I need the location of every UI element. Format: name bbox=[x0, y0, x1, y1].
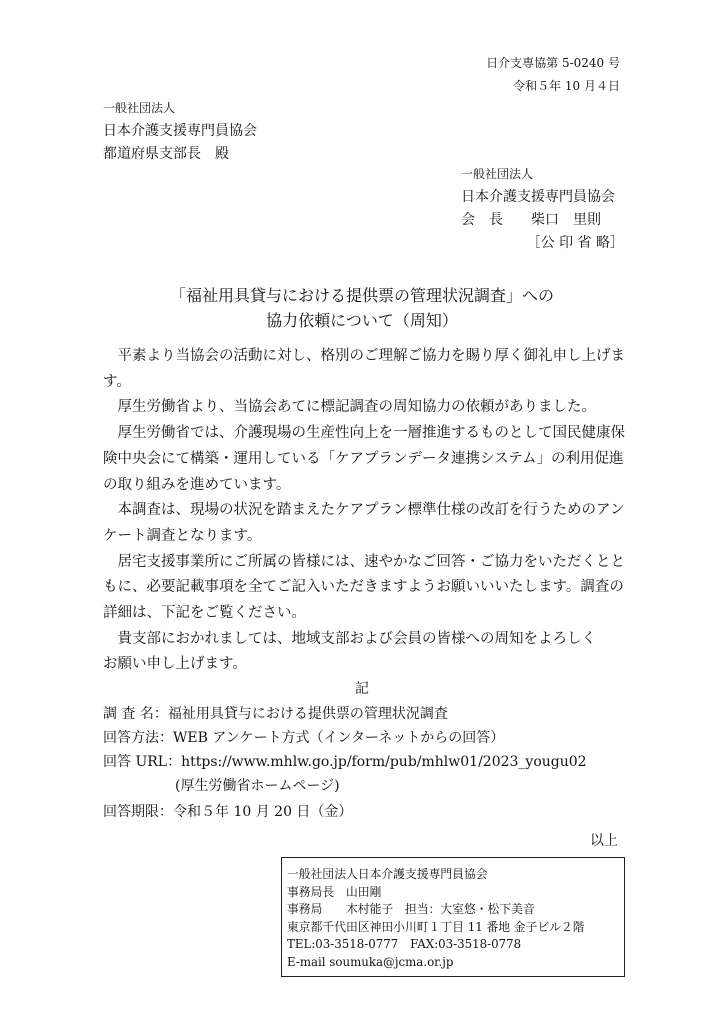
sender-line-3: 会 長 柴口 里則 bbox=[461, 212, 601, 228]
contact-director: 事務局長 山田剛 bbox=[287, 884, 382, 899]
contact-address: 東京都千代田区神田小川町１丁目 11 番地 金子ビル２階 bbox=[287, 919, 585, 934]
document-date: 令和５年 10 月４日 bbox=[513, 79, 620, 93]
contact-phone-fax: TEL:03-3518-0777 FAX:03-3518-0778 bbox=[287, 937, 522, 951]
document-title-line-1: 「福祉用具貸与における提供票の管理状況調査」への bbox=[169, 286, 554, 305]
deadline-value: 令和５年 10 月 20 日（金） bbox=[173, 804, 353, 820]
contact-box bbox=[281, 857, 625, 977]
ki-heading: 記 bbox=[355, 681, 369, 697]
answer-url-label: 回答 URL： bbox=[103, 754, 182, 770]
answer-method-label: 回答方法： bbox=[103, 730, 173, 746]
paragraph-3: 厚生労働省では、介護現場の生産性向上を一層推進するものとして国民健康保険中央会にて構築・運用している「ケアプランデータ連携システム」の利用促進の取り組みを進めています。 bbox=[103, 425, 625, 493]
deadline-label: 回答期限： bbox=[103, 804, 173, 820]
paragraph-1: 平素より当協会の活動に対し、格別のご理解ご協力を賜り厚く御礼申し上げます。 bbox=[103, 348, 625, 390]
survey-name-row bbox=[103, 703, 448, 723]
paragraph-5: 居宅支援事業所にご所属の皆様には、速やかなご回答・ご協力をいただくとともに、必要記載事項を全てご記入いただきますようお願いいいたします。調査の詳細は、下記をご覧ください。 bbox=[103, 553, 625, 622]
paragraph-4: 本調査は、現場の状況を踏まえたケアプラン標準仕様の改訂を行うためのアンケート調査となります。 bbox=[103, 502, 625, 544]
body-text bbox=[103, 344, 625, 678]
survey-name-value: 福祉用具貸与における提供票の管理状況調査 bbox=[167, 706, 448, 722]
sender-line-1: 一般社団法人 bbox=[461, 167, 534, 181]
answer-method-row bbox=[103, 727, 504, 747]
answer-url-row bbox=[103, 751, 587, 771]
seal-omitted-note: ［公 印 省 略］ bbox=[526, 235, 624, 251]
contact-organization: 一般社団法人日本介護支援専門員協会 bbox=[287, 867, 488, 881]
answer-url-link[interactable]: https://www.mhlw.go.jp/form/pub/mhlw01/2023_yougu02 bbox=[181, 754, 587, 770]
paragraph-6a: 貴支部におかれましては、地域支部および会員の皆様への周知をよろしく bbox=[117, 630, 596, 647]
recipient-line-2: 日本介護支援専門員協会 bbox=[103, 123, 257, 139]
contact-staff: 事務局 木村能子 担当：大室悠・松下美音 bbox=[287, 902, 535, 916]
document-number: 日介支専協第 5-0240 号 bbox=[486, 56, 620, 70]
paragraph-6b: お願い申し上げます。 bbox=[103, 656, 247, 673]
answer-method-value: WEB アンケート方式（インターネットからの回答） bbox=[173, 730, 505, 746]
recipient-line-1: 一般社団法人 bbox=[103, 101, 176, 115]
closing-mark: 以上 bbox=[590, 833, 618, 849]
deadline-row bbox=[103, 801, 352, 821]
contact-email[interactable]: E-mail soumuka@jcma.or.jp bbox=[287, 954, 454, 969]
answer-url-note: (厚生労働省ホームページ) bbox=[175, 778, 340, 794]
sender-line-2: 日本介護支援専門員協会 bbox=[461, 189, 615, 205]
paragraph-2: 厚生労働省より、当協会あてに標記調査の周知協力の依頼がありました。 bbox=[117, 399, 596, 416]
document-title-line-2: 協力依頼について（周知） bbox=[266, 311, 458, 330]
recipient-line-3: 都道府県支部長 殿 bbox=[103, 146, 229, 162]
survey-name-label: 調 査 名： bbox=[103, 706, 168, 722]
